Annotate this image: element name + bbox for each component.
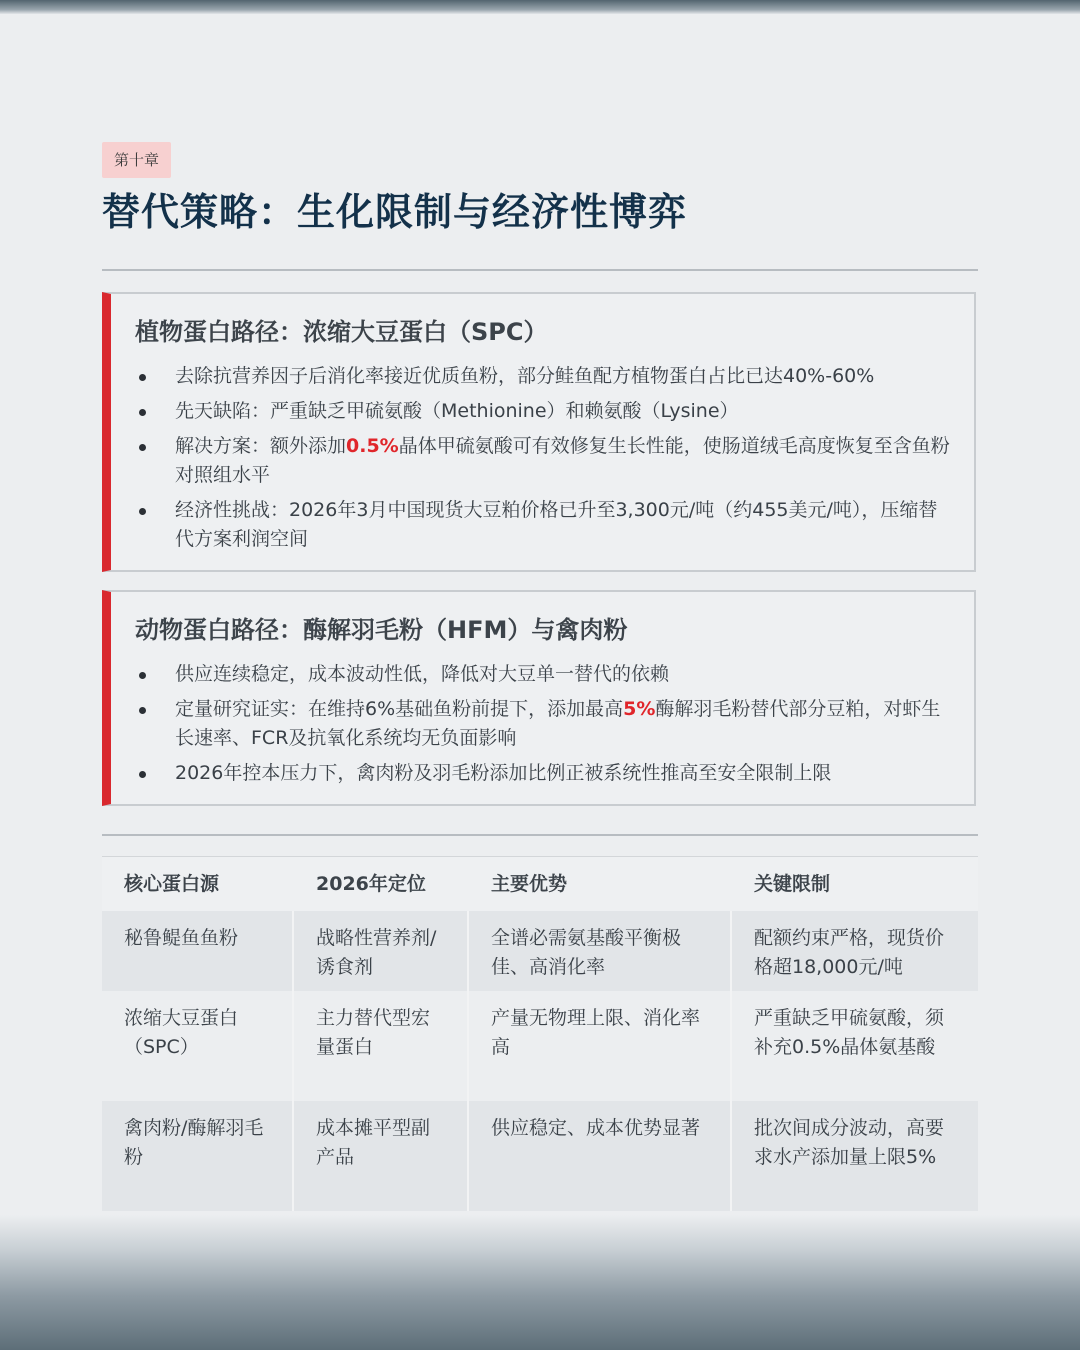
- highlight-value: 0.5%: [346, 435, 399, 457]
- animal-protein-card: [102, 590, 976, 806]
- table-cell: 配额约束严格，现货价格超18,000元/吨: [732, 911, 978, 991]
- table-cell: 浓缩大豆蛋白（SPC）: [102, 991, 294, 1101]
- table-cell: 全谱必需氨基酸平衡极佳、高消化率: [469, 911, 732, 991]
- list-item: 先天缺陷：严重缺乏甲硫氨酸（Methionine）和赖氨酸（Lysine）: [135, 397, 950, 426]
- table-cell: 供应稳定、成本优势显著: [469, 1101, 732, 1211]
- table-header-cell: 主要优势: [469, 856, 732, 911]
- top-decor-bar: [0, 0, 1080, 14]
- list-item: 供应连续稳定，成本波动性低，降低对大豆单一替代的依赖: [135, 660, 950, 689]
- item-text: 解决方案：额外添加: [175, 435, 347, 457]
- chapter-tag: 第十章: [102, 142, 171, 178]
- bullet-list: [135, 362, 950, 554]
- item-text: 晶体甲硫氨酸可有效修复生长性能，使肠道绒毛高度恢复至含鱼粉对照组水平: [175, 435, 950, 486]
- card-title: 动物蛋白路径：酶解羽毛粉（HFM）与禽肉粉: [135, 616, 628, 644]
- page-title: 替代策略：生化限制与经济性博弈: [102, 190, 688, 234]
- list-item: 2026年控本压力下，禽肉粉及羽毛粉添加比例正被系统性推高至安全限制上限: [135, 759, 950, 788]
- table-cell: 战略性营养剂/诱食剂: [294, 911, 469, 991]
- table-cell: 严重缺乏甲硫氨酸，须补充0.5%晶体氨基酸: [732, 991, 978, 1101]
- highlight-value: 5%: [623, 698, 656, 720]
- list-item: 经济性挑战：2026年3月中国现货大豆粕价格已升至3,300元/吨（约455美元/吨），压缩替代方案利润空间: [135, 496, 950, 554]
- table-header-cell: 关键限制: [732, 856, 978, 911]
- title-divider: [102, 269, 978, 271]
- table-cell: 成本摊平型副产品: [294, 1101, 469, 1211]
- table-cell: 主力替代型宏量蛋白: [294, 991, 469, 1101]
- table-header-cell: 核心蛋白源: [102, 856, 294, 911]
- table-header-cell: 2026年定位: [294, 856, 469, 911]
- protein-comparison-table: [102, 856, 978, 1211]
- list-item: [135, 695, 950, 753]
- table-cell: 秘鲁鳀鱼鱼粉: [102, 911, 294, 991]
- bottom-decor-gradient: [0, 1215, 1080, 1350]
- table-cell: 批次间成分波动，高要求水产添加量上限5%: [732, 1101, 978, 1211]
- item-text: 酶解羽毛粉替代部分豆粕，对虾生长速率、FCR及抗氧化系统均无负面影响: [175, 698, 941, 749]
- card-title: 植物蛋白路径：浓缩大豆蛋白（SPC）: [135, 318, 548, 346]
- table-divider: [102, 834, 978, 836]
- plant-protein-card: [102, 292, 976, 572]
- item-text: 定量研究证实：在维持6%基础鱼粉前提下，添加最高: [175, 698, 624, 720]
- bullet-list: [135, 660, 950, 788]
- list-item: 去除抗营养因子后消化率接近优质鱼粉，部分鲑鱼配方植物蛋白占比已达40%-60%: [135, 362, 950, 391]
- list-item: [135, 432, 950, 490]
- table-cell: 禽肉粉/酶解羽毛粉: [102, 1101, 294, 1211]
- table-cell: 产量无物理上限、消化率高: [469, 991, 732, 1101]
